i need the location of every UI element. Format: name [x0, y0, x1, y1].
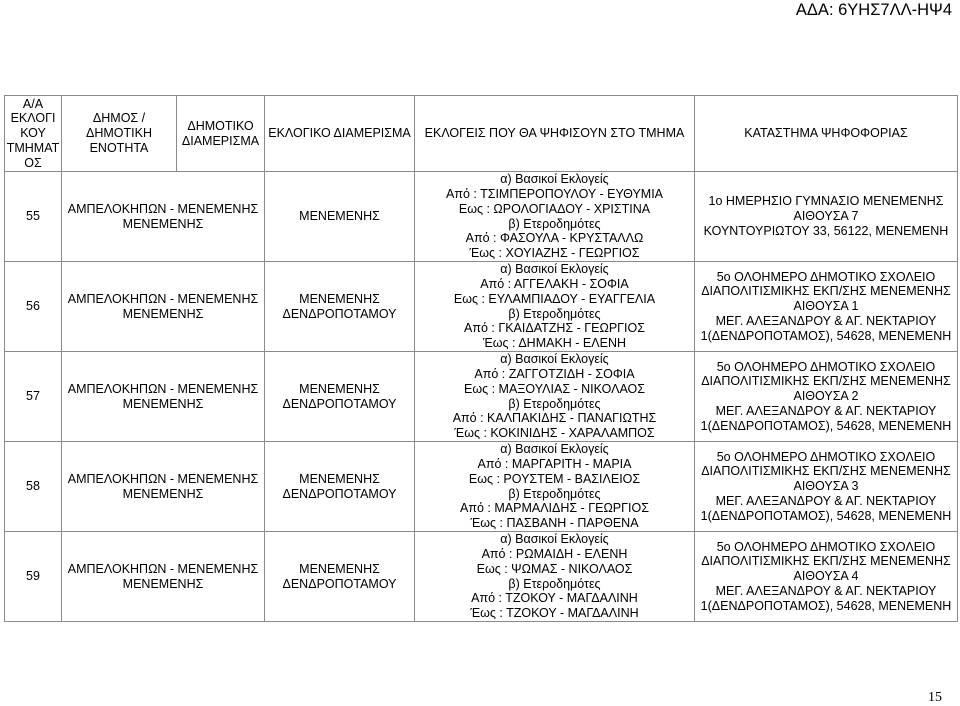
- dimos-cell: [62, 442, 265, 532]
- eklogeis-cell: [415, 172, 695, 262]
- eklogeis-line: β) Ετεροδημότες: [508, 216, 601, 231]
- katastima-line: 5ο ΟΛΟΗΜΕΡΟ ΔΗΜΟΤΙΚΟ ΣΧΟΛΕΙΟ: [716, 269, 936, 284]
- eklogiko-line: ΜΕΝΕΜΕΝΗΣ: [299, 209, 380, 224]
- table-row: [5, 442, 958, 532]
- eklogiko-line: ΜΕΝΕΜΕΝΗΣ: [299, 471, 380, 486]
- header-dimotiko-line: ΔΗΜΟΤΙΚΟ: [187, 118, 254, 133]
- header-aa-line: ΕΚΛΟΓΙ: [10, 111, 56, 126]
- dimos-cell: [62, 532, 265, 622]
- eklogeis-line: Έως : ΚΟΚΙΝΙΔΗΣ - ΧΑΡΑΛΑΜΠΟΣ: [454, 426, 655, 441]
- polling-stations-table: [4, 95, 958, 622]
- katastima-cell: [695, 352, 958, 442]
- katastima-line: ΔΙΑΠΟΛΙΤΙΣΜΙΚΗΣ ΕΚΠ/ΣΗΣ ΜΕΝΕΜΕΝΗΣ: [701, 464, 951, 479]
- header-dimos-line: ΔΗΜΟΣ /: [92, 111, 146, 126]
- header-aa-line: ΟΣ: [24, 155, 42, 170]
- dimos-cell: [62, 172, 265, 262]
- eklogeis-line: Από : ΜΑΡΓΑΡΙΤΗ - ΜΑΡΙΑ: [477, 456, 632, 471]
- eklogeis-line: β) Ετεροδημότες: [508, 486, 601, 501]
- eklogeis-cell: [415, 352, 695, 442]
- header-aa: [5, 96, 62, 172]
- aa-cell: [5, 172, 62, 262]
- katastima-line: ΔΙΑΠΟΛΙΤΙΣΜΙΚΗΣ ΕΚΠ/ΣΗΣ ΜΕΝΕΜΕΝΗΣ: [701, 284, 951, 299]
- eklogiko-line: ΔΕΝΔΡΟΠΟΤΑΜΟΥ: [282, 396, 397, 411]
- aa-value: 59: [26, 569, 40, 584]
- katastima-line: ΑΙΘΟΥΣΑ 1: [793, 299, 859, 314]
- eklogeis-line: Έως : ΤΖΟΚΟΥ - ΜΑΓΔΑΛΙΝΗ: [470, 606, 639, 621]
- katastima-line: 5ο ΟΛΟΗΜΕΡΟ ΔΗΜΟΤΙΚΟ ΣΧΟΛΕΙΟ: [716, 539, 936, 554]
- header-dimos-line: ΕΝΟΤΗΤΑ: [89, 140, 149, 155]
- katastima-cell: [695, 532, 958, 622]
- eklogeis-line: Εως : ΡΟΥΣΤΕΜ - ΒΑΣΙΛΕΙΟΣ: [468, 471, 641, 486]
- katastima-line: ΑΙΘΟΥΣΑ 7: [793, 209, 859, 224]
- eklogeis-line: Από : ΡΩΜΑΙΔΗ - ΕΛΕΝΗ: [481, 546, 628, 561]
- katastima-line: ΔΙΑΠΟΛΙΤΙΣΜΙΚΗΣ ΕΚΠ/ΣΗΣ ΜΕΝΕΜΕΝΗΣ: [701, 554, 951, 569]
- ada-code: ΑΔΑ: 6ΥΗΣ7ΛΛ-ΗΨ4: [795, 1, 952, 19]
- eklogiko-cell: [265, 172, 415, 262]
- eklogeis-line: Έως : ΠΑΣΒΑΝΗ - ΠΑΡΘΕΝΑ: [470, 516, 639, 531]
- dimotiki-enotita: ΜΕΝΕΜΕΝΗΣ: [122, 306, 204, 321]
- katastima-line: ΜΕΓ. ΑΛΕΞΑΝΔΡΟΥ & ΑΓ. ΝΕΚΤΑΡΙΟΥ: [715, 313, 937, 328]
- eklogeis-line: Εως : ΩΡΟΛΟΓΙΑΔΟΥ - ΧΡΙΣΤΙΝΑ: [458, 201, 651, 216]
- eklogeis-line: Από : ΓΚΑΙΔΑΤΖΗΣ - ΓΕΩΡΓΙΟΣ: [464, 321, 645, 336]
- eklogeis-line: α) Βασικοί Εκλογείς: [500, 352, 609, 367]
- aa-cell: [5, 532, 62, 622]
- eklogeis-line: Από : ΜΑΡΜΑΛΙΔΗΣ - ΓΕΩΡΓΙΟΣ: [460, 501, 649, 516]
- katastima-line: ΜΕΓ. ΑΛΕΞΑΝΔΡΟΥ & ΑΓ. ΝΕΚΤΑΡΙΟΥ: [715, 403, 937, 418]
- table-row: [5, 172, 958, 262]
- katastima-line: 1(ΔΕΝΔΡΟΠΟΤΑΜΟΣ), 54628, ΜΕΝΕΜΕΝΗ: [700, 508, 952, 523]
- aa-value: 55: [26, 209, 40, 224]
- eklogeis-line: Εως : ΕΥΛΑΜΠΙΑΔΟΥ - ΕΥΑΓΓΕΛΙΑ: [453, 291, 656, 306]
- header-aa-line: ΚΟΥ: [20, 126, 46, 141]
- eklogeis-cell: [415, 262, 695, 352]
- dimos-name: ΑΜΠΕΛΟΚΗΠΩΝ - ΜΕΝΕΜΕΝΗΣ: [67, 201, 259, 216]
- eklogeis-line: Από : ΑΓΓΕΛΑΚΗ - ΣΟΦΙΑ: [480, 276, 629, 291]
- header-eklogeis-label: ΕΚΛΟΓΕΙΣ ΠΟΥ ΘΑ ΨΗΦΙΣΟΥΝ ΣΤΟ ΤΜΗΜΑ: [424, 126, 685, 141]
- eklogiko-cell: [265, 442, 415, 532]
- dimos-name: ΑΜΠΕΛΟΚΗΠΩΝ - ΜΕΝΕΜΕΝΗΣ: [67, 471, 259, 486]
- header-dimotiko: [177, 96, 265, 172]
- eklogeis-cell: [415, 442, 695, 532]
- eklogiko-line: ΔΕΝΔΡΟΠΟΤΑΜΟΥ: [282, 486, 397, 501]
- katastima-line: 1ο ΗΜΕΡΗΣΙΟ ΓΥΜΝΑΣΙΟ ΜΕΝΕΜΕΝΗΣ: [708, 194, 944, 209]
- eklogeis-line: Εως : ΨΩΜΑΣ - ΝΙΚΟΛΑΟΣ: [476, 561, 633, 576]
- dimos-cell: [62, 262, 265, 352]
- eklogeis-line: Έως : ΧΟΥΙΑΖΗΣ - ΓΕΩΡΓΙΟΣ: [469, 246, 640, 261]
- eklogeis-cell: [415, 532, 695, 622]
- aa-cell: [5, 262, 62, 352]
- dimotiki-enotita: ΜΕΝΕΜΕΝΗΣ: [122, 576, 204, 591]
- header-eklogiko-label: ΕΚΛΟΓΙΚΟ ΔΙΑΜΕΡΙΣΜΑ: [268, 126, 411, 141]
- eklogiko-cell: [265, 532, 415, 622]
- katastima-line: ΑΙΘΟΥΣΑ 4: [793, 569, 859, 584]
- eklogiko-line: ΔΕΝΔΡΟΠΟΤΑΜΟΥ: [282, 576, 397, 591]
- page-number: 15: [928, 690, 942, 705]
- table-row: [5, 262, 958, 352]
- aa-cell: [5, 352, 62, 442]
- katastima-line: ΜΕΓ. ΑΛΕΞΑΝΔΡΟΥ & ΑΓ. ΝΕΚΤΑΡΙΟΥ: [715, 583, 937, 598]
- eklogeis-line: β) Ετεροδημότες: [508, 306, 601, 321]
- eklogeis-line: Έως : ΔΗΜΑΚΗ - ΕΛΕΝΗ: [483, 336, 626, 351]
- eklogeis-line: Από : ΖΑΓΓΟΤΖΙΔΗ - ΣΟΦΙΑ: [474, 366, 635, 381]
- header-aa-line: Α/Α: [22, 96, 44, 111]
- aa-value: 57: [26, 389, 40, 404]
- eklogeis-line: α) Βασικοί Εκλογείς: [500, 532, 609, 547]
- dimos-name: ΑΜΠΕΛΟΚΗΠΩΝ - ΜΕΝΕΜΕΝΗΣ: [67, 561, 259, 576]
- eklogeis-line: α) Βασικοί Εκλογείς: [500, 172, 609, 187]
- katastima-line: 5ο ΟΛΟΗΜΕΡΟ ΔΗΜΟΤΙΚΟ ΣΧΟΛΕΙΟ: [716, 449, 936, 464]
- header-dimos-line: ΔΗΜΟΤΙΚΗ: [86, 126, 152, 141]
- dimos-name: ΑΜΠΕΛΟΚΗΠΩΝ - ΜΕΝΕΜΕΝΗΣ: [67, 381, 259, 396]
- katastima-cell: [695, 262, 958, 352]
- table-row: [5, 352, 958, 442]
- dimos-name: ΑΜΠΕΛΟΚΗΠΩΝ - ΜΕΝΕΜΕΝΗΣ: [67, 291, 259, 306]
- eklogiko-line: ΜΕΝΕΜΕΝΗΣ: [299, 561, 380, 576]
- katastima-line: 5ο ΟΛΟΗΜΕΡΟ ΔΗΜΟΤΙΚΟ ΣΧΟΛΕΙΟ: [716, 359, 936, 374]
- katastima-line: ΑΙΘΟΥΣΑ 2: [793, 389, 859, 404]
- katastima-line: 1(ΔΕΝΔΡΟΠΟΤΑΜΟΣ), 54628, ΜΕΝΕΜΕΝΗ: [700, 328, 952, 343]
- eklogiko-line: ΔΕΝΔΡΟΠΟΤΑΜΟΥ: [282, 306, 397, 321]
- table-row: [5, 532, 958, 622]
- eklogeis-line: Από : ΦΑΣΟΥΛΑ - ΚΡΥΣΤΑΛΛΩ: [465, 231, 644, 246]
- eklogeis-line: Από : ΤΣΙΜΠΕΡΟΠΟΥΛΟΥ - ΕΥΘΥΜΙΑ: [445, 186, 664, 201]
- eklogeis-line: β) Ετεροδημότες: [508, 576, 601, 591]
- header-aa-line: ΤΜΗΜΑΤ: [6, 140, 60, 155]
- eklogeis-line: Από : ΚΑΛΠΑΚΙΔΗΣ - ΠΑΝΑΓΙΩΤΗΣ: [452, 411, 657, 426]
- dimotiki-enotita: ΜΕΝΕΜΕΝΗΣ: [122, 216, 204, 231]
- eklogiko-line: ΜΕΝΕΜΕΝΗΣ: [299, 381, 380, 396]
- dimotiki-enotita: ΜΕΝΕΜΕΝΗΣ: [122, 486, 204, 501]
- katastima-line: ΔΙΑΠΟΛΙΤΙΣΜΙΚΗΣ ΕΚΠ/ΣΗΣ ΜΕΝΕΜΕΝΗΣ: [701, 374, 951, 389]
- katastima-cell: [695, 442, 958, 532]
- eklogeis-line: β) Ετεροδημότες: [508, 396, 601, 411]
- header-katastima: [695, 96, 958, 172]
- eklogiko-cell: [265, 262, 415, 352]
- eklogeis-line: Από : ΤΖΟΚΟΥ - ΜΑΓΔΑΛΙΝΗ: [471, 591, 638, 606]
- header-eklogiko: [265, 96, 415, 172]
- katastima-line: 1(ΔΕΝΔΡΟΠΟΤΑΜΟΣ), 54628, ΜΕΝΕΜΕΝΗ: [700, 418, 952, 433]
- eklogiko-line: ΜΕΝΕΜΕΝΗΣ: [299, 291, 380, 306]
- header-dimotiko-line: ΔΙΑΜΕΡΙΣΜΑ: [181, 133, 260, 148]
- dimotiki-enotita: ΜΕΝΕΜΕΝΗΣ: [122, 396, 204, 411]
- header-dimos: [62, 96, 177, 172]
- dimos-cell: [62, 352, 265, 442]
- aa-cell: [5, 442, 62, 532]
- eklogiko-cell: [265, 352, 415, 442]
- header-katastima-label: ΚΑΤΑΣΤΗΜΑ ΨΗΦΟΦΟΡΙΑΣ: [744, 126, 908, 141]
- eklogeis-line: α) Βασικοί Εκλογείς: [500, 262, 609, 277]
- header-eklogeis: [415, 96, 695, 172]
- katastima-line: ΜΕΓ. ΑΛΕΞΑΝΔΡΟΥ & ΑΓ. ΝΕΚΤΑΡΙΟΥ: [715, 493, 937, 508]
- aa-value: 58: [26, 479, 40, 494]
- katastima-line: ΚΟΥΝΤΟΥΡΙΩΤΟΥ 33, 56122, ΜΕΝΕΜΕΝΗ: [703, 223, 949, 238]
- eklogeis-line: α) Βασικοί Εκλογείς: [500, 442, 609, 457]
- katastima-line: 1(ΔΕΝΔΡΟΠΟΤΑΜΟΣ), 54628, ΜΕΝΕΜΕΝΗ: [700, 598, 952, 613]
- eklogeis-line: Εως : ΜΑΞΟΥΛΙΑΣ - ΝΙΚΟΛΑΟΣ: [464, 381, 645, 396]
- aa-value: 56: [26, 299, 40, 314]
- katastima-line: ΑΙΘΟΥΣΑ 3: [793, 479, 859, 494]
- table-header: [5, 96, 958, 172]
- katastima-cell: [695, 172, 958, 262]
